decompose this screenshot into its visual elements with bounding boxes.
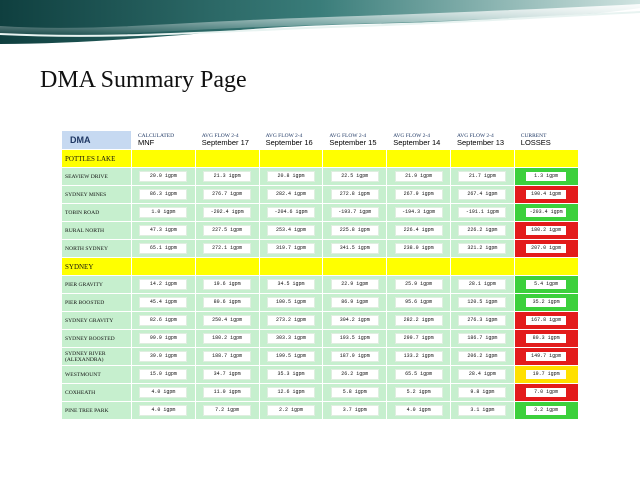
current-losses-value: 80.3 igpm	[526, 334, 566, 343]
flow-value: 120.5 igpm	[458, 297, 506, 308]
column-header-bottom: September 15	[329, 138, 377, 147]
value-cell	[450, 222, 514, 240]
value-cell	[132, 294, 196, 312]
value-cell	[259, 222, 323, 240]
flow-value: 34.7 igpm	[203, 369, 251, 380]
flow-value: 299.7 igpm	[395, 333, 443, 344]
flow-value: 341.5 igpm	[331, 243, 379, 254]
value-cell	[323, 186, 387, 204]
table-row	[62, 402, 579, 420]
column-header-bottom: September 13	[456, 138, 505, 147]
flow-value: 206.2 igpm	[458, 351, 506, 362]
flow-value: 226.2 igpm	[458, 225, 506, 236]
flow-value: 21.7 igpm	[458, 171, 506, 182]
dma-summary-table	[61, 130, 578, 420]
value-cell	[387, 204, 451, 222]
dma-name-cell: SYDNEY MINES	[62, 186, 132, 204]
value-cell	[132, 186, 196, 204]
flow-value: 267.4 igpm	[458, 189, 506, 200]
group-row	[62, 258, 579, 276]
column-header-top: CALCULATED	[138, 133, 175, 139]
value-cell	[259, 204, 323, 222]
current-losses-cell	[514, 294, 578, 312]
group-cell	[450, 258, 514, 276]
flow-value: 273.2 igpm	[267, 315, 315, 326]
flow-value: 226.4 igpm	[395, 225, 443, 236]
group-cell	[323, 150, 387, 168]
value-cell	[132, 276, 196, 294]
dma-name-cell: WESTMOUNT	[62, 366, 132, 384]
column-header	[450, 131, 514, 150]
flow-value: 25.9 igpm	[395, 279, 443, 290]
flow-value: 5.8 igpm	[331, 387, 379, 398]
column-header-dma: DMA	[62, 131, 132, 150]
current-losses-cell	[514, 348, 578, 366]
current-losses-value: 149.7 igpm	[526, 352, 566, 361]
page-title: DMA Summary Page	[40, 67, 247, 93]
current-losses-cell	[514, 186, 578, 204]
dma-name-cell: SYDNEY BOOSTED	[62, 330, 132, 348]
flow-value: 14.2 igpm	[139, 279, 187, 290]
value-cell	[195, 330, 259, 348]
current-losses-cell	[514, 384, 578, 402]
column-header	[132, 131, 196, 150]
group-cell	[387, 150, 451, 168]
value-cell	[132, 204, 196, 222]
current-losses-cell	[514, 312, 578, 330]
dma-name-cell: NORTH SYDNEY	[62, 240, 132, 258]
value-cell	[387, 186, 451, 204]
flow-value: 303.3 igpm	[267, 333, 315, 344]
flow-value: 22.9 igpm	[331, 279, 379, 290]
value-cell	[387, 294, 451, 312]
value-cell	[195, 294, 259, 312]
value-cell	[195, 240, 259, 258]
flow-value: 272.1 igpm	[203, 243, 251, 254]
group-name: POTTLES LAKE	[62, 150, 132, 168]
value-cell	[195, 402, 259, 420]
column-header-top: AVG FLOW 2-4	[201, 133, 239, 139]
table-row	[62, 186, 579, 204]
value-cell	[387, 276, 451, 294]
flow-value: 180.2 igpm	[203, 333, 251, 344]
value-cell	[132, 168, 196, 186]
current-losses-value: 7.0 igpm	[526, 388, 566, 397]
group-cell	[514, 150, 578, 168]
value-cell	[387, 240, 451, 258]
current-losses-value: 5.4 igpm	[526, 280, 566, 289]
flow-value: 39.0 igpm	[139, 351, 187, 362]
flow-value: 188.7 igpm	[203, 351, 251, 362]
value-cell	[132, 240, 196, 258]
column-header	[323, 131, 387, 150]
group-cell	[450, 150, 514, 168]
value-cell	[195, 276, 259, 294]
flow-value: 4.0 igpm	[395, 405, 443, 416]
flow-value: 276.3 igpm	[458, 315, 506, 326]
value-cell	[323, 240, 387, 258]
flow-value: 20.8 igpm	[267, 171, 315, 182]
value-cell	[132, 222, 196, 240]
value-cell	[259, 312, 323, 330]
value-cell	[259, 384, 323, 402]
decorative-wave-banner	[0, 0, 640, 46]
flow-value: 28.1 igpm	[458, 279, 506, 290]
value-cell	[450, 312, 514, 330]
value-cell	[259, 330, 323, 348]
current-losses-value: 190.4 igpm	[526, 190, 566, 199]
flow-value: 253.4 igpm	[267, 225, 315, 236]
value-cell	[259, 366, 323, 384]
flow-value: -202.4 igpm	[203, 207, 251, 218]
flow-value: 99.9 igpm	[139, 333, 187, 344]
value-cell	[132, 366, 196, 384]
flow-value: 276.7 igpm	[203, 189, 251, 200]
value-cell	[323, 204, 387, 222]
flow-value: 86.3 igpm	[139, 189, 187, 200]
dma-name-cell: TOBIN ROAD	[62, 204, 132, 222]
flow-value: 4.0 igpm	[139, 405, 187, 416]
flow-value: -204.6 igpm	[267, 207, 315, 218]
current-losses-value: 167.8 igpm	[526, 316, 566, 325]
current-losses-cell	[514, 402, 578, 420]
flow-value: 321.2 igpm	[458, 243, 506, 254]
flow-value: 272.8 igpm	[331, 189, 379, 200]
flow-value: 282.2 igpm	[395, 315, 443, 326]
current-losses-value: 35.2 igpm	[526, 298, 566, 307]
flow-value: 133.2 igpm	[395, 351, 443, 362]
value-cell	[450, 168, 514, 186]
value-cell	[323, 366, 387, 384]
flow-value: 267.9 igpm	[395, 189, 443, 200]
column-header-top: AVG FLOW 2-4	[393, 133, 430, 139]
value-cell	[450, 204, 514, 222]
flow-value: 65.1 igpm	[139, 243, 187, 254]
flow-value: 100.5 igpm	[267, 297, 315, 308]
value-cell	[387, 168, 451, 186]
flow-value: 21.9 igpm	[395, 171, 443, 182]
column-header-bottom: September 14	[393, 138, 441, 147]
dma-name-cell: RURAL NORTH	[62, 222, 132, 240]
current-losses-cell	[514, 168, 578, 186]
value-cell	[387, 366, 451, 384]
value-cell	[323, 276, 387, 294]
group-cell	[132, 258, 196, 276]
column-header	[195, 131, 259, 150]
current-losses-value: 3.2 igpm	[526, 406, 566, 415]
dma-name-cell: PINE TREE PARK	[62, 402, 132, 420]
column-header	[514, 131, 578, 150]
table-row	[62, 240, 579, 258]
group-cell	[259, 258, 323, 276]
column-header-top: AVG FLOW 2-4	[329, 133, 367, 139]
flow-value: 11.0 igpm	[203, 387, 251, 398]
value-cell	[323, 312, 387, 330]
table-row	[62, 204, 579, 222]
value-cell	[387, 348, 451, 366]
value-cell	[195, 348, 259, 366]
current-losses-value: 207.0 igpm	[526, 244, 566, 253]
group-cell	[387, 258, 451, 276]
value-cell	[450, 276, 514, 294]
flow-value: 3.7 igpm	[331, 405, 379, 416]
current-losses-cell	[514, 330, 578, 348]
value-cell	[132, 384, 196, 402]
column-header-bottom: September 16	[265, 138, 313, 147]
table-row	[62, 222, 579, 240]
flow-value: 95.6 igpm	[395, 297, 443, 308]
column-header	[259, 131, 323, 150]
table-row	[62, 384, 579, 402]
column-header-bottom: September 17	[201, 138, 249, 147]
flow-value: 5.2 igpm	[395, 387, 443, 398]
value-cell	[323, 348, 387, 366]
group-cell	[132, 150, 196, 168]
flow-value: 250.4 igpm	[203, 315, 251, 326]
column-header-top: AVG FLOW 2-4	[265, 133, 303, 139]
flow-value: 45.4 igpm	[139, 297, 187, 308]
value-cell	[259, 186, 323, 204]
column-header	[387, 131, 451, 150]
flow-value: 7.2 igpm	[203, 405, 251, 416]
value-cell	[323, 168, 387, 186]
flow-value: 34.5 igpm	[267, 279, 315, 290]
current-losses-cell	[514, 240, 578, 258]
value-cell	[195, 384, 259, 402]
flow-value: -191.1 igpm	[458, 207, 506, 218]
dma-name-cell: PIER BOOSTED	[62, 294, 132, 312]
flow-value: 304.2 igpm	[331, 315, 379, 326]
value-cell	[259, 294, 323, 312]
column-header-top: AVG FLOW 2-4	[456, 133, 494, 139]
flow-value: 35.3 igpm	[267, 369, 315, 380]
value-cell	[132, 402, 196, 420]
table-row	[62, 276, 579, 294]
flow-value: 22.5 igpm	[331, 171, 379, 182]
flow-value: 21.3 igpm	[203, 171, 251, 182]
value-cell	[387, 222, 451, 240]
flow-value: 3.1 igpm	[458, 405, 506, 416]
flow-value: 9.8 igpm	[458, 387, 506, 398]
value-cell	[323, 384, 387, 402]
dma-name-cell: SYDNEY RIVER (ALEXANDRA)	[62, 348, 132, 366]
group-cell	[323, 258, 387, 276]
value-cell	[195, 222, 259, 240]
table-row	[62, 312, 579, 330]
flow-value: 1.0 igpm	[139, 207, 187, 218]
group-cell	[514, 258, 578, 276]
flow-value: 193.5 igpm	[331, 333, 379, 344]
group-cell	[259, 150, 323, 168]
value-cell	[259, 348, 323, 366]
value-cell	[195, 204, 259, 222]
value-cell	[387, 384, 451, 402]
group-cell	[195, 258, 259, 276]
value-cell	[387, 330, 451, 348]
flow-value: 82.6 igpm	[139, 315, 187, 326]
flow-value: 26.2 igpm	[331, 369, 379, 380]
value-cell	[450, 402, 514, 420]
current-losses-value: 19.7 igpm	[526, 370, 566, 379]
table-row	[62, 168, 579, 186]
table-row	[62, 348, 579, 366]
value-cell	[323, 402, 387, 420]
value-cell	[195, 186, 259, 204]
value-cell	[450, 384, 514, 402]
flow-value: 4.0 igpm	[139, 387, 187, 398]
current-losses-cell	[514, 204, 578, 222]
group-cell	[195, 150, 259, 168]
value-cell	[259, 168, 323, 186]
flow-value: 65.5 igpm	[395, 369, 443, 380]
value-cell	[450, 366, 514, 384]
value-cell	[195, 168, 259, 186]
flow-value: 282.4 igpm	[267, 189, 315, 200]
flow-value: 319.7 igpm	[267, 243, 315, 254]
value-cell	[450, 348, 514, 366]
value-cell	[259, 240, 323, 258]
group-row	[62, 150, 579, 168]
table-row	[62, 366, 579, 384]
current-losses-value: 180.2 igpm	[526, 226, 566, 235]
dma-name-cell: SEAVIEW DRIVE	[62, 168, 132, 186]
flow-value: -194.3 igpm	[395, 207, 443, 218]
value-cell	[450, 330, 514, 348]
value-cell	[450, 240, 514, 258]
current-losses-value: 1.3 igpm	[526, 172, 566, 181]
value-cell	[195, 312, 259, 330]
column-header-bottom: LOSSES	[520, 138, 551, 147]
current-losses-value: -203.4 igpm	[526, 208, 566, 217]
value-cell	[259, 276, 323, 294]
value-cell	[259, 402, 323, 420]
flow-value: 2.2 igpm	[267, 405, 315, 416]
column-header-bottom: MNF	[138, 138, 155, 147]
value-cell	[132, 330, 196, 348]
value-cell	[387, 402, 451, 420]
table-row	[62, 294, 579, 312]
flow-value: 20.0 igpm	[139, 171, 187, 182]
value-cell	[323, 330, 387, 348]
flow-value: 86.9 igpm	[331, 297, 379, 308]
value-cell	[323, 222, 387, 240]
flow-value: 186.7 igpm	[458, 333, 506, 344]
flow-value: 80.6 igpm	[203, 297, 251, 308]
dma-name-cell: COXHEATH	[62, 384, 132, 402]
flow-value: 225.8 igpm	[331, 225, 379, 236]
table-row	[62, 330, 579, 348]
flow-value: 199.5 igpm	[267, 351, 315, 362]
dma-name-cell: SYDNEY GRAVITY	[62, 312, 132, 330]
flow-value: 187.9 igpm	[331, 351, 379, 362]
flow-value: 28.4 igpm	[458, 369, 506, 380]
flow-value: 19.6 igpm	[203, 279, 251, 290]
value-cell	[195, 366, 259, 384]
flow-value: 47.3 igpm	[139, 225, 187, 236]
flow-value: -193.7 igpm	[331, 207, 379, 218]
column-header-top: CURRENT	[520, 133, 547, 139]
current-losses-cell	[514, 276, 578, 294]
flow-value: 15.0 igpm	[139, 369, 187, 380]
value-cell	[132, 312, 196, 330]
flow-value: 227.5 igpm	[203, 225, 251, 236]
flow-value: 12.6 igpm	[267, 387, 315, 398]
value-cell	[387, 312, 451, 330]
value-cell	[132, 348, 196, 366]
flow-value: 238.0 igpm	[395, 243, 443, 254]
group-name: SYDNEY	[62, 258, 132, 276]
value-cell	[323, 294, 387, 312]
current-losses-cell	[514, 222, 578, 240]
current-losses-cell	[514, 366, 578, 384]
value-cell	[450, 186, 514, 204]
table-header-row	[62, 131, 579, 150]
value-cell	[450, 294, 514, 312]
dma-name-cell: PIER GRAVITY	[62, 276, 132, 294]
